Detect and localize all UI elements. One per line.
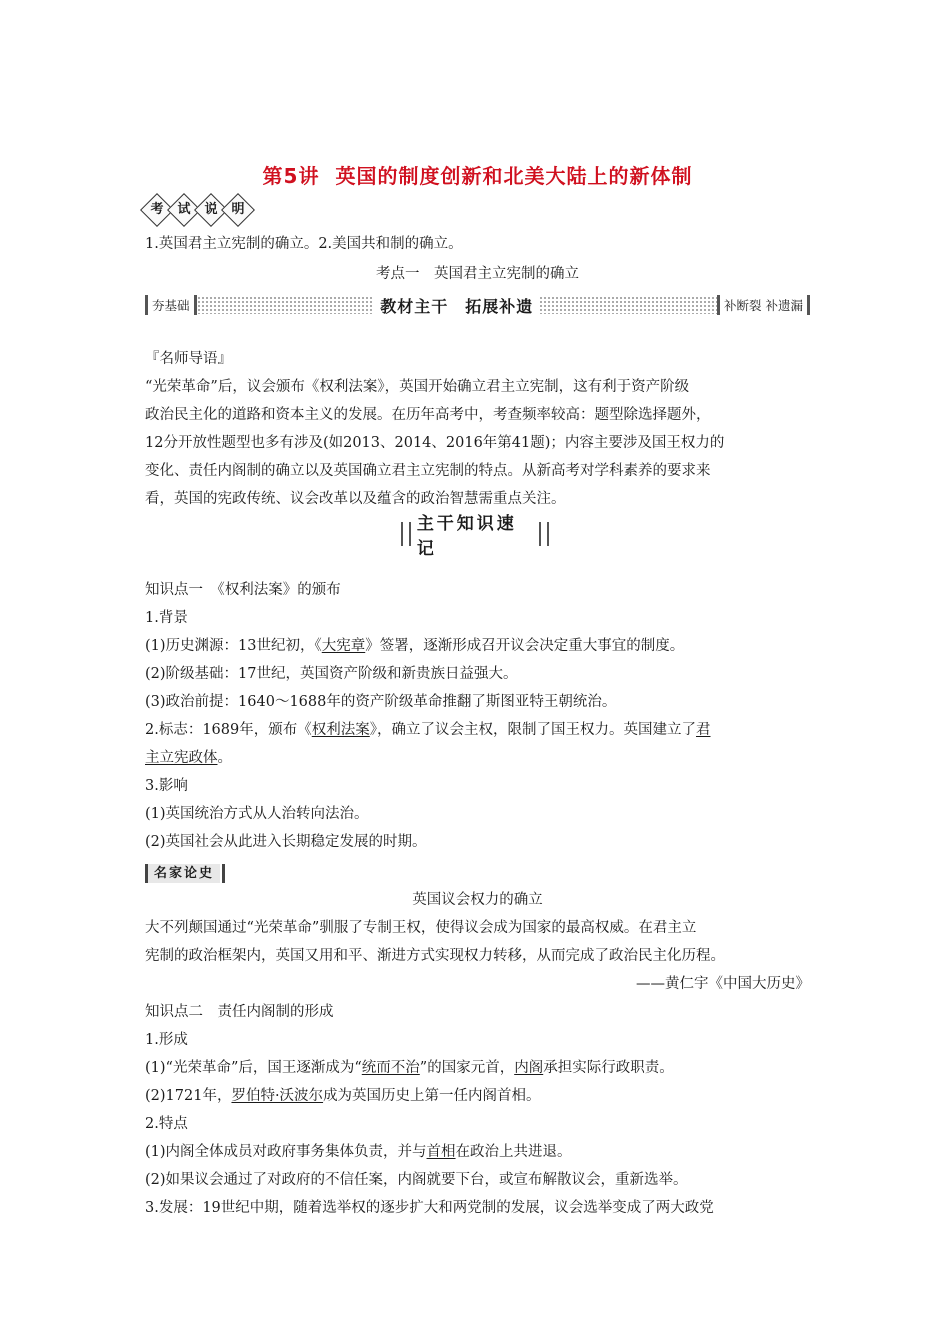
kp1-line: 2.标志：1689年，颁布《权利法案》，确立了议会主权，限制了国王权力。英国建立了君 xyxy=(145,722,711,738)
guide-line: 看，英国的宪政传统、议会改革以及蕴含的政治智慧需重点关注。 xyxy=(145,491,566,507)
kp1-line: (3)政治前提：1640～1688年的资产阶级革命推翻了斯图亚特王朝统治。 xyxy=(145,694,617,710)
quote-line: 宪制的政治框架内，英国又用和平、渐进方式实现权力转移，从而完成了政治民主化历程。 xyxy=(145,948,725,964)
kp2-line: (2)如果议会通过了对政府的不信任案，内阁就要下台，或宣布解散议会，重新选举。 xyxy=(145,1172,688,1188)
band-left-label: 夯基础 xyxy=(152,298,190,313)
guide-line: 变化、责任内阁制的确立以及英国确立君主立宪制的特点。从新高考对学科素养的要求来 xyxy=(145,463,711,479)
lesson-number: 第5讲 xyxy=(262,164,320,188)
kp1-line: (2)英国社会从此进入长期稳定发展的时期。 xyxy=(145,834,427,850)
guide-line: 政治民主化的道路和资本主义的发展。在历年高考中，考查频率较高：题型除选择题外， xyxy=(145,407,711,423)
famous-tag-text: 名家论史 xyxy=(148,864,220,883)
badge-char: 考 xyxy=(150,202,164,217)
quote-source: ——黄仁宇《中国大历史》 xyxy=(636,976,810,992)
famous-historian-tag xyxy=(145,863,225,884)
section-band xyxy=(145,293,810,317)
guide-line: 12分开放性题型也多有涉及(如2013、2014、2016年第41题)；内容主要涉及国王权力的 xyxy=(145,435,725,451)
kp2-title: 知识点二 责任内阁制的形成 xyxy=(145,1004,334,1020)
section-title: 考点一 英国君主立宪制的确立 xyxy=(376,266,579,282)
quote-title: 英国议会权力的确立 xyxy=(412,892,543,908)
kp1-title: 知识点一 《权利法案》的颁布 xyxy=(145,582,341,598)
exam-description-badge xyxy=(145,198,253,222)
lesson-title xyxy=(145,160,810,189)
kp1-background: 1.背景 xyxy=(145,610,188,626)
kp2-line: (1)“光荣革命”后，国王逐渐成为“统而不治”的国家元首，内阁承担实际行政职责。 xyxy=(145,1060,674,1076)
kp1-line: 3.影响 xyxy=(145,778,188,794)
knowledge-header xyxy=(395,514,555,559)
guide-heading: 『名师导语』 xyxy=(145,351,232,367)
knowledge-header-text: 主干知识速记 xyxy=(416,514,517,559)
kp1-line: 主立宪政体。 xyxy=(145,750,232,766)
band-middle-label: 教材主干 拓展补遗 xyxy=(380,296,534,316)
kp2-line: (1)内阁全体成员对政府事务集体负责，并与首相在政治上共进退。 xyxy=(145,1144,572,1160)
guide-line: “光荣革命”后，议会颁布《权利法案》，英国开始确立君主立宪制，这有利于资产阶级 xyxy=(145,379,690,395)
badge-char: 试 xyxy=(177,202,191,217)
band-right-label: 补断裂 补遗漏 xyxy=(724,298,804,313)
quote-line: 大不列颠国通过“光荣革命”驯服了专制王权，使得议会成为国家的最高权威。在君主立 xyxy=(145,920,697,936)
kp2-line: 1.形成 xyxy=(145,1032,188,1048)
kp2-line: 2.特点 xyxy=(145,1116,188,1132)
badge-char: 说 xyxy=(204,202,218,217)
badge-char: 明 xyxy=(231,202,245,217)
kp2-line: (2)1721年，罗伯特·沃波尔成为英国历史上第一任内阁首相。 xyxy=(145,1088,541,1104)
kp2-line: 3.发展：19世纪中期，随着选举权的逐步扩大和两党制的发展，议会选举变成了两大政党 xyxy=(145,1200,714,1216)
lesson-name: 英国的制度创新和北美大陆上的新体制 xyxy=(335,164,693,188)
exam-points: 1.英国君主立宪制的确立。2.美国共和制的确立。 xyxy=(145,236,463,252)
kp1-line: (2)阶级基础：17世纪，英国资产阶级和新贵族日益强大。 xyxy=(145,666,518,682)
kp1-line: (1)英国统治方式从人治转向法治。 xyxy=(145,806,369,822)
kp1-line: (1)历史渊源：13世纪初，《大宪章》签署，逐渐形成召开议会决定重大事宜的制度。 xyxy=(145,638,685,654)
